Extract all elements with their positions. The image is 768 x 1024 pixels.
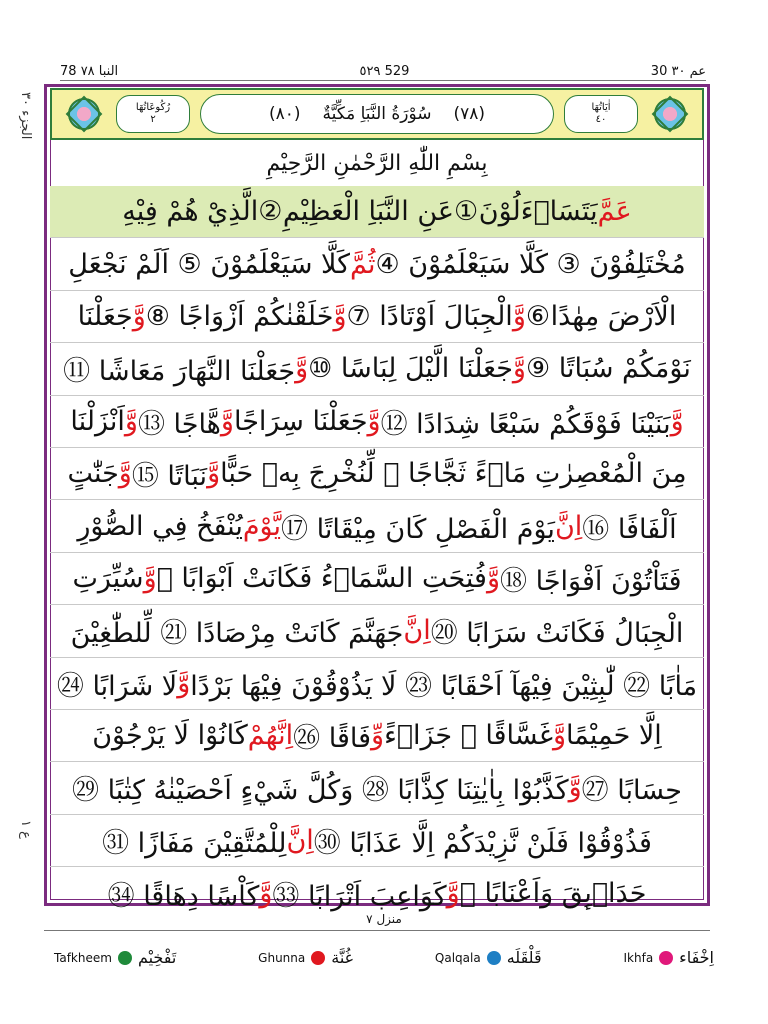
verse-segment: يُنْفَخُ فِي الصُّوْرِ (77, 510, 243, 542)
verse-segment: اِنَّ (286, 824, 314, 856)
surah-banner (50, 88, 704, 140)
verse-segment: الَّذِيْ هُمْ فِيْهِ (122, 196, 259, 228)
verse-segment: كَوَاعِبَ اَتْرَابًا ㉝ (272, 880, 447, 912)
verse-segment: وَّ (568, 772, 582, 804)
verse-segment: وَّ (220, 405, 234, 437)
verse-segment: وَّ (446, 877, 460, 909)
verse-segment: جَنّٰتٍ (67, 458, 119, 490)
verse-segment: وَّ (367, 405, 381, 437)
verse-segment: عَمَّ (597, 196, 632, 228)
legend-item (54, 948, 176, 967)
verse-segment: وَّ (670, 405, 684, 437)
verse-segment: يَوْمَ الْفَصْلِ كَانَ مِيْقَاتًا ⑰ (281, 513, 555, 545)
verse-segment: جَعَلْنَا الَّيْلَ لِبَاسًا ⑩ (308, 353, 513, 385)
manzil-label: منزل ٧ (366, 912, 402, 926)
header-juz: 30 عم ٣٠ (650, 64, 706, 79)
verse-segment: كَذَّبُوْا بِاٰيٰتِنَا كِذَّابًا ㉘ وَكُلَّ شَيْءٍ اَحْصَيْنٰهُ كِتٰبًا ㉙ (72, 775, 569, 807)
verse-segment: وَّ (132, 300, 146, 332)
verse-segment: نَبَاتًا ⑮ (131, 461, 208, 493)
verse-segment: نَوْمَكُمْ سُبَاتًا ⑨ (525, 353, 691, 385)
verse-line (50, 343, 704, 395)
verse-segment: مَاٰبًا ㉒ لّٰبِثِيْنَ فِيْهَآ اَحْقَابًا ㉓ لَا يَذُوْقُوْنَ فِيْهَا بَرْدًا (190, 670, 698, 702)
surah-title: سُوْرَةُ النَّبَاِ مَكِّيَّةٌ (322, 104, 432, 124)
verse-segment: كَاْسًا دِهَاقًا ㉞ (107, 880, 260, 912)
verse-segment: مِنَ الْمُعْصِرٰتِ مَاۗءً ثَجَّاجًا ⑭ لِّنُخْرِجَ بِهٖ حَبًّا (220, 458, 687, 490)
verse-segment: اَنْزَلْنَا (70, 405, 125, 437)
verse-segment: فَاقًا ㉖ (293, 723, 372, 755)
verse-line (50, 605, 704, 657)
verse-segment: وَّ (333, 300, 347, 332)
footer-divider (44, 930, 710, 931)
verse-segment: وَّ (124, 405, 138, 437)
surah-order-number: (٨٠) (268, 104, 301, 124)
legend-english-label: Ghunna (258, 950, 306, 965)
verse-segment: فُتِحَتِ السَّمَاۗءُ فَكَانَتْ اَبْوَابًا ⑲ (156, 562, 487, 594)
verse-line (50, 238, 704, 290)
basmala: بِسْمِ اللّٰهِ الرَّحْمٰنِ الرَّحِيْمِ (266, 151, 488, 176)
legend-color-dot-icon (311, 951, 325, 965)
verse-segment: وَّ (512, 353, 526, 385)
verse-segment: وَّ (295, 353, 309, 385)
verse-segment: اِنَّهُمْ (247, 720, 294, 752)
page-header (60, 64, 706, 79)
verse-line (50, 553, 704, 605)
verse-line (50, 710, 704, 762)
legend-arabic-label: اِخْفَاء (679, 948, 714, 967)
verse-segment: وَّ (118, 458, 132, 490)
surah-number: (٧٨) (453, 104, 486, 124)
ornament-left-icon (52, 90, 116, 138)
verse-segment: يَتَسَاۗءَلُوْنَ (478, 196, 598, 228)
verse-segment: فَذُوْقُوْا فَلَنْ نَّزِيْدَكُمْ اِلَّا عَذَابًا ㉚ (313, 827, 652, 859)
verse-line (50, 658, 704, 710)
verse-segment: حِسَابًا ㉗ (581, 775, 682, 807)
verse-segment: بَنَيْنَا فَوْقَكُمْ سَبْعًا شِدَادًا ⑫ (380, 408, 671, 440)
legend-arabic-label: غُنَّة (331, 948, 354, 967)
verse-segment: وَّ (259, 877, 273, 909)
verse-segment: خَلَقْنٰكُمْ اَزْوَاجًا ⑧ (145, 300, 334, 332)
tajweed-legend (54, 948, 714, 967)
verse-segment: ⑥ (525, 300, 551, 332)
verse-segment: اِلَّا حَمِيْمًا (566, 720, 662, 752)
ayah-count-box (564, 95, 638, 133)
legend-color-dot-icon (659, 951, 673, 965)
verse-segment: اِنَّ (554, 510, 583, 542)
verse-segment: وِّ (371, 720, 385, 752)
verse-segment: وَّ (177, 667, 191, 699)
verse-line (50, 762, 704, 814)
verse-segment: اَلْفَافًا ⑯ (582, 513, 677, 545)
verse-segment: كَانُوْا لَا يَرْجُوْنَ (92, 720, 248, 752)
legend-arabic-label: تَفْخِيْم (137, 948, 177, 967)
legend-english-label: Qalqala (434, 950, 481, 965)
side-juz-label: الجزء ٣٠ (18, 92, 33, 140)
legend-item (435, 948, 542, 967)
verse-segment: الْاَرْضَ مِهٰدًا (550, 300, 677, 332)
verse-segment: لَا شَرَابًا ㉔ (56, 670, 178, 702)
verse-segment: ② (258, 196, 283, 228)
verse-line (50, 815, 704, 867)
legend-english-label: Tafkheem (54, 950, 112, 965)
verse-line (50, 396, 704, 448)
verse-segment: جَهَنَّمَ كَانَتْ مِرْصَادًا ㉑ لِّلطّٰغِيْنَ (70, 618, 404, 650)
verse-segment: الْجِبَالَ اَوْتَادًا ⑦ (346, 300, 513, 332)
verse-segment: وَّ (143, 562, 157, 594)
verse-line (50, 291, 704, 343)
verse-segment: كَلَّا سَيَعْلَمُوْنَ ⑤ اَلَمْ نَجْعَلِ (68, 248, 350, 280)
ornament-right-icon (638, 90, 702, 138)
verse-segment: يَّوْمَ (242, 510, 282, 542)
surah-title-box (200, 94, 554, 134)
verse-segment: فَتَاْتُوْنَ اَفْوَاجًا ⑱ (500, 565, 682, 597)
verse-segment: وَّ (552, 720, 567, 752)
legend-color-dot-icon (487, 951, 501, 965)
verse-segment: حَدَاۗىِٕقَ وَاَعْنَابًا ㉜ (459, 877, 647, 909)
legend-arabic-label: قَلْقَلَه (506, 948, 542, 967)
verse-segment: اِنَّ (403, 615, 431, 647)
verse-line (50, 500, 704, 552)
verse-segment: مُخْتَلِفُوْنَ ③ كَلَّا سَيَعْلَمُوْنَ ④ (375, 248, 686, 280)
ayah-count-value: ٤٠ (595, 114, 607, 125)
verse-segment: عَنِ النَّبَاِ الْعَظِيْمِ (282, 196, 455, 228)
side-ruku-marker: ع ١ (18, 820, 33, 839)
verse-segment: سُيِّرَتِ (72, 562, 144, 594)
legend-item (258, 948, 353, 967)
verse-lines (50, 186, 704, 919)
verse-line (50, 448, 704, 500)
verse-segment: جَعَلْنَا (77, 300, 133, 332)
header-divider (60, 80, 706, 81)
verse-segment: جَعَلْنَا النَّهَارَ مَعَاشًا ⑪ (63, 356, 296, 388)
verse-segment: وَّ (207, 458, 221, 490)
verse-line (50, 186, 704, 238)
legend-english-label: Ikhfa (623, 950, 654, 965)
legend-color-dot-icon (118, 951, 132, 965)
verse-segment: ① (454, 196, 479, 228)
header-page-number: ٥٢٩ 529 (359, 64, 410, 79)
ruku-count-label: رُكُوعَاتُهَا (135, 102, 171, 113)
verse-segment: الْجِبَالُ فَكَانَتْ سَرَابًا ⑳ (430, 618, 684, 650)
ayah-count-label: اٰيَاتُهَا (591, 102, 611, 113)
verse-segment: جَعَلْنَا سِرَاجًا (233, 405, 368, 437)
verse-segment: وَّ (512, 300, 526, 332)
header-surah: 78 النبا ٧٨ (60, 64, 119, 79)
ruku-count-value: ٢ (150, 114, 156, 125)
verse-segment: هَّاجًا ⑬ (137, 408, 221, 440)
verse-segment: غَسَّاقًا ㉕ جَزَاۗءً (384, 720, 553, 752)
verse-segment: لِلْمُتَّقِيْنَ مَفَازًا ㉛ (102, 827, 287, 859)
legend-item (624, 948, 715, 967)
verse-segment: ثُمَّ (350, 248, 376, 280)
verse-segment: وَّ (486, 562, 501, 594)
ruku-count-box (116, 95, 190, 133)
